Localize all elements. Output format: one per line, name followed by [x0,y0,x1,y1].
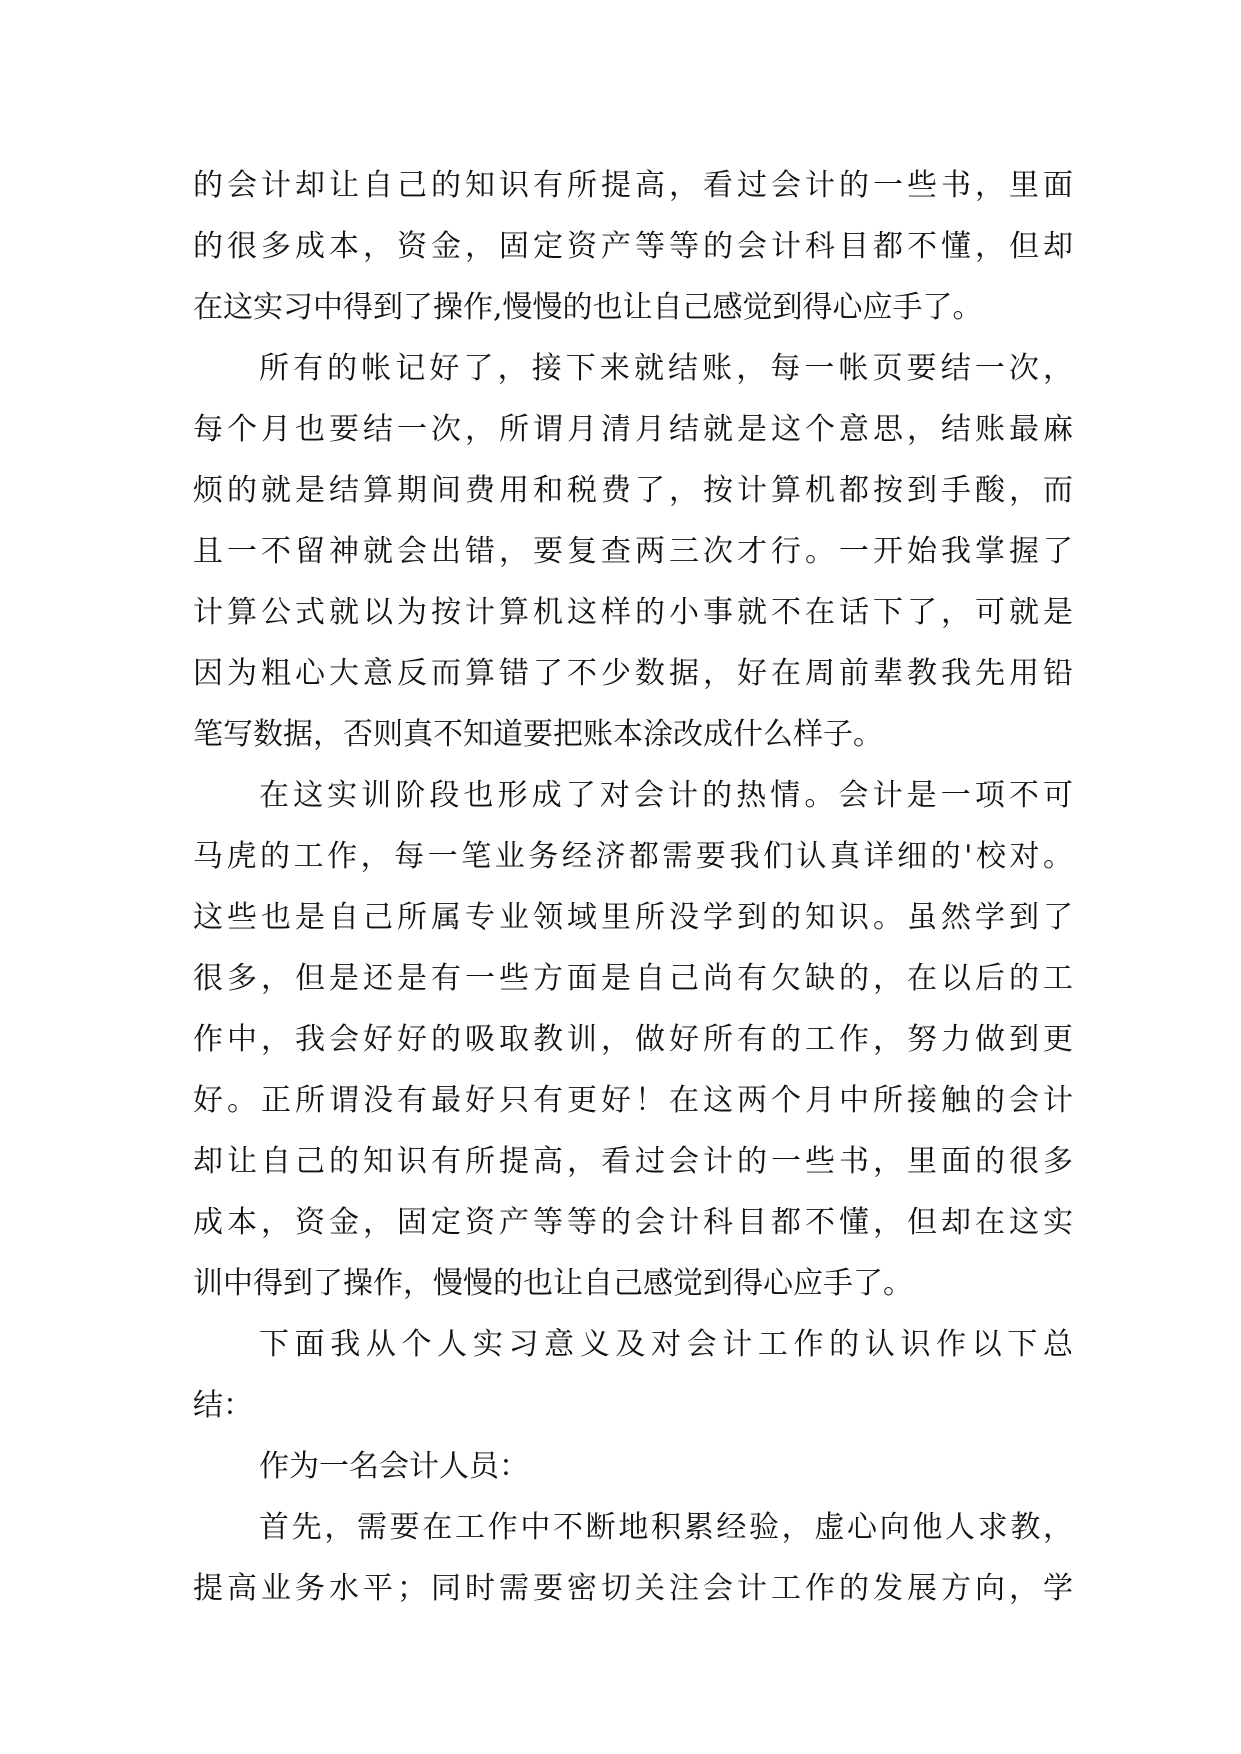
text-line: 烦的就是结算期间费用和税费了，按计算机都按到手酸，而 [193,473,1073,508]
text-line: 却让自己的知识有所提高，看过会计的一些书，里面的很多 [193,1144,1073,1179]
text-line: 笔写数据，否则真不知道要把账本涂改成什么样子。 [193,717,883,752]
document-body [193,155,1073,1619]
text-line: 作中，我会好好的吸取教训，做好所有的工作，努力做到更 [193,1022,1073,1057]
paragraph-first-line: 下面我从个人实习意义及对会计工作的认识作以下总 [259,1327,1073,1362]
text-line: 的会计却让自己的知识有所提高，看过会计的一些书，里面 [193,168,1073,203]
text-line: 训中得到了操作，慢慢的也让自己感觉到得心应手了。 [193,1266,913,1301]
text-line: 很多，但是还是有一些方面是自己尚有欠缺的，在以后的工 [193,961,1073,996]
text-line: 好。正所谓没有最好只有更好！在这两个月中所接触的会计 [193,1083,1073,1118]
text-line: 马虎的工作，每一笔业务经济都需要我们认真详细的'校对。 [193,839,1073,874]
paragraph-first-line: 所有的帐记好了，接下来就结账，每一帐页要结一次， [259,351,1073,386]
text-line: 的很多成本，资金，固定资产等等的会计科目都不懂，但却 [193,229,1073,264]
paragraph-first-line: 在这实训阶段也形成了对会计的热情。会计是一项不可 [259,778,1073,813]
text-line: 计算公式就以为按计算机这样的小事就不在话下了，可就是 [193,595,1073,630]
text-line: 每个月也要结一次，所谓月清月结就是这个意思，结账最麻 [193,412,1073,447]
text-line: 成本，资金，固定资产等等的会计科目都不懂，但却在这实 [193,1205,1073,1240]
text-line: 结： [193,1388,253,1423]
text-line: 在这实习中得到了操作,慢慢的也让自己感觉到得心应手了。 [193,290,983,325]
paragraph-first-line: 作为一名会计人员： [259,1449,529,1484]
text-line: 且一不留神就会出错，要复查两三次才行。一开始我掌握了 [193,534,1073,569]
paragraph-first-line: 首先，需要在工作中不断地积累经验，虚心向他人求教， [259,1510,1073,1545]
text-line: 提高业务水平；同时需要密切关注会计工作的发展方向，学 [193,1571,1073,1606]
text-line: 因为粗心大意反而算错了不少数据，好在周前辈教我先用铅 [193,656,1073,691]
text-line: 这些也是自己所属专业领域里所没学到的知识。虽然学到了 [193,900,1073,935]
